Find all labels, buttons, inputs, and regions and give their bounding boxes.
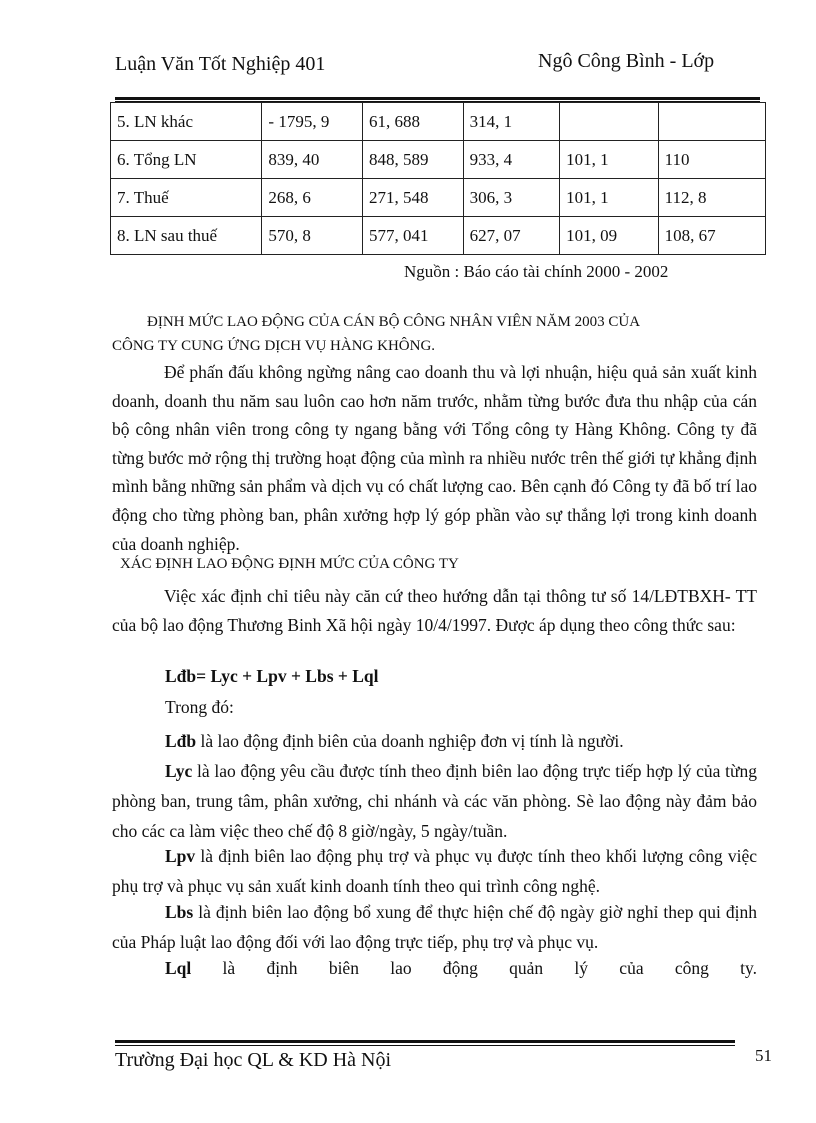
- table-row: [111, 179, 766, 217]
- definition-lyc: [112, 756, 757, 846]
- definition-ldb: [112, 726, 757, 756]
- definition-term: Lpv: [165, 846, 196, 866]
- table-source: Nguồn : Báo cáo tài chính 2000 - 2002: [404, 262, 669, 281]
- table-cell: 5. LN khác: [111, 103, 262, 141]
- table-cell: 61, 688: [363, 103, 464, 141]
- definition-lql: [112, 953, 757, 983]
- definition-text: là định biên lao động phụ trợ và phục vụ được tính theo khối lượng công việc phụ trợ và phục vụ sản xuất kinh doanh tính theo qui trình công nghệ.: [112, 846, 757, 896]
- definition-text: là định biên lao động bổ xung để thực hiện chế độ ngày giờ nghỉ thep qui định của Pháp luật lao động đối với lao động trực tiếp, phụ trợ và phục vụ.: [112, 902, 757, 952]
- definition-lpv: [112, 841, 757, 901]
- footer-rule-thin: [115, 1045, 735, 1046]
- definition-lbs: [112, 897, 757, 957]
- table-cell: 101, 1: [560, 141, 658, 179]
- table-cell: 112, 8: [658, 179, 765, 217]
- table-cell: 570, 8: [262, 217, 363, 255]
- definition-text: là định biên lao động quản lý của công ty.: [191, 958, 757, 978]
- table-cell: 839, 40: [262, 141, 363, 179]
- header-left: Luận Văn Tốt Nghiệp 401: [115, 53, 326, 75]
- definition-term: Lđb: [165, 731, 197, 751]
- table-row: [111, 217, 766, 255]
- labor-formula: Lđb= Lyc + Lpv + Lbs + Lql: [165, 666, 379, 686]
- definition-term: Lyc: [165, 761, 193, 781]
- paragraph-2-text: Việc xác định chỉ tiêu này căn cứ theo hướng dẫn tại thông tư số 14/LĐTBXH- TT của bộ lao động Thương Binh Xã hội ngày 10/4/1997. Được áp dụng theo công thức sau:: [112, 586, 757, 635]
- footer-rule-thick: [115, 1040, 735, 1043]
- paragraph-2: [112, 582, 757, 639]
- footer-school: Trường Đại học QL & KD Hà Nội: [115, 1049, 392, 1071]
- header-rule-thick: [115, 97, 760, 100]
- table-cell: 271, 548: [363, 179, 464, 217]
- table-cell: 108, 67: [658, 217, 765, 255]
- section-heading-line2: CÔNG TY CUNG ỨNG DỊCH VỤ HÀNG KHÔNG.: [112, 338, 436, 354]
- definition-text: là lao động yêu cầu được tính theo định biên lao động trực tiếp hợp lý của từng phòng ban, trung tâm, phân xưởng, chi nhánh và các văn phòng. Sè lao động này đảm bảo cho các ca làm việc theo chế độ 8 giờ/ngày, 5 ngày/tuần.: [112, 761, 757, 841]
- table-cell: 8. LN sau thuế: [111, 217, 262, 255]
- header-right: Ngô Công Bình - Lớp: [538, 50, 715, 72]
- definition-text: là lao động định biên của doanh nghiệp đơn vị tính là người.: [196, 731, 624, 751]
- paragraph-1: [112, 358, 757, 558]
- table-cell: 6. Tổng LN: [111, 141, 262, 179]
- definition-term: Lql: [165, 958, 192, 978]
- paragraph-1-text: Để phấn đấu không ngừng nâng cao doanh thu và lợi nhuận, hiệu quả sản xuất kinh doanh, doanh thu năm sau luôn cao hơn năm trước, nhằm từng bước đưa thu nhập của cán bộ công nhân viên trong công ty ngang bằng với Tổng công ty Hàng Không. Công ty đã từng bước mở rộng thị trường hoạt động của mình ra nhiều nước trên thế giới tự khẳng định mình bằng những sản phẩm và dịch vụ có chất lượng cao. Bên cạnh đó Công ty đã bố trí lao động cho từng phòng ban, phân xưởng hợp lý góp phần vào sự thắng lợi trong kinh doanh của doanh nghiệp.: [112, 362, 757, 554]
- table-cell: 306, 3: [463, 179, 560, 217]
- table-cell: 314, 1: [463, 103, 560, 141]
- table-cell: - 1795, 9: [262, 103, 363, 141]
- section-heading-line1: ĐỊNH MỨC LAO ĐỘNG CỦA CÁN BỘ CÔNG NHÂN VIÊN NĂM 2003 CỦA: [147, 314, 641, 330]
- table-cell: [658, 103, 765, 141]
- table-row: [111, 103, 766, 141]
- profit-table: [110, 102, 766, 255]
- page-number: 51: [755, 1046, 772, 1065]
- table-cell: [560, 103, 658, 141]
- table-cell: 577, 041: [363, 217, 464, 255]
- where-label: Trong đó:: [165, 697, 234, 717]
- definition-term: Lbs: [165, 902, 194, 922]
- table-cell: 933, 4: [463, 141, 560, 179]
- table-cell: 110: [658, 141, 765, 179]
- table-cell: 101, 09: [560, 217, 658, 255]
- section-heading-2: XÁC ĐỊNH LAO ĐỘNG ĐỊNH MỨC CỦA CÔNG TY: [120, 556, 459, 572]
- table-cell: 101, 1: [560, 179, 658, 217]
- table-cell: 268, 6: [262, 179, 363, 217]
- table-cell: 7. Thuế: [111, 179, 262, 217]
- table-row: [111, 141, 766, 179]
- table-cell: 848, 589: [363, 141, 464, 179]
- table-cell: 627, 07: [463, 217, 560, 255]
